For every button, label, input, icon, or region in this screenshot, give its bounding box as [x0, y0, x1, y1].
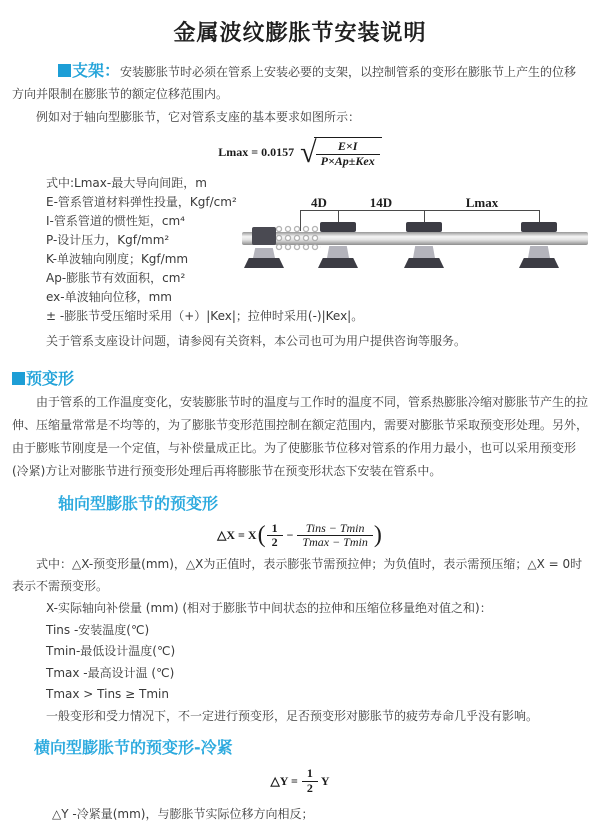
lmax-formula-fraction	[316, 140, 380, 169]
close-paren: )	[373, 522, 382, 549]
pipe-support-diagram	[242, 192, 592, 292]
lmax-formula-lhs: Lmax = 0.0157	[218, 145, 295, 160]
temperature-fraction: $\frac{\text{Tins − Tmin}}{Tmax - Tmin}$	[297, 522, 372, 551]
axial-predeform-heading: 轴向型膨胀节的预变形	[58, 493, 219, 513]
formula-rhs: Y	[320, 773, 330, 788]
open-paren: (	[257, 522, 266, 549]
lateral-formula-note: △Y -冷紧量(mm)，与膨胀节实际位移方向相反；	[52, 806, 314, 821]
dimension-label-lmax: Lmax	[465, 195, 499, 210]
support-section-heading: 支架：	[72, 61, 121, 80]
sqrt-radical	[300, 137, 382, 169]
pipe-support-icon	[517, 222, 561, 272]
axial-predeform-formula	[12, 522, 588, 551]
dimension-label-14d: 14D	[369, 195, 393, 210]
support-example-line: 例如对于轴向型膨胀节，它对管系支座的基本要求如图所示：	[36, 110, 361, 124]
pipe-support-icon	[402, 222, 446, 272]
definition-line: ex-单波轴向位移，mm	[46, 289, 172, 304]
pipe-support-icon	[316, 222, 360, 272]
formula-lhs: △X = X	[217, 528, 257, 543]
lmax-formula	[12, 137, 588, 169]
parameter-line: Tins -安装温度(℃)	[46, 622, 150, 637]
radical-sign-icon: √	[300, 136, 317, 170]
support-intro-text: 安装膨胀节时必须在管系上安装必要的支架，以控制管系的变形在膨胀节上产生的位移方向并限制在膨胀节的额定位移范围内。	[12, 65, 577, 101]
section-marker-icon	[12, 372, 25, 385]
one-half-fraction: $\frac{1}{2}$	[267, 522, 283, 551]
parameter-line: Tmax -最高设计温 (℃)	[46, 665, 175, 680]
predeform-section-heading: 预变形	[12, 366, 588, 389]
one-half-fraction: $\frac{1}{2}$	[302, 767, 318, 796]
definition-line: Ap-膨胀节有效面积，cm²	[46, 270, 186, 285]
parameter-line: Tmin-最低设计温度(℃)	[46, 644, 176, 659]
definition-line: ± -膨胀节受压缩时采用（+）|Kex|；拉伸时采用(-)|Kex|。	[46, 308, 364, 323]
dimension-line	[300, 210, 540, 211]
section-marker-icon	[58, 64, 71, 77]
lateral-predeform-heading: 横向型膨胀节的预变形-冷紧	[34, 738, 233, 758]
parameter-line: X-实际轴向补偿量 (mm) (相对于膨胀节中间状态的拉伸和压缩位移量绝对值之和)：	[46, 601, 492, 616]
parameter-line: Tmax > Tins ≥ Tmin	[46, 687, 169, 702]
definition-line: E-管系管道材料弹性投量，Kgf/cm²	[46, 194, 237, 209]
fraction-denominator: P×Ap±Kex	[316, 154, 380, 169]
axial-formula-explanation: 式中：△X-预变形量(mm)，△X为正值时，表示膨张节需预拉伸；为负值时，表示需预压缩；△X = 0时表示不需预变形。	[12, 557, 583, 594]
definition-line: K-单波轴向刚度；Kgf/mm	[46, 251, 189, 266]
lateral-predeform-formula	[12, 767, 588, 796]
formula-lhs: △Y =	[270, 773, 298, 788]
definition-line: I-管系管道的惯性矩，cm⁴	[46, 213, 185, 228]
dimension-label-4d: 4D	[311, 195, 327, 210]
fraction-numerator: E×I	[337, 139, 358, 153]
minus-sign: −	[286, 528, 294, 543]
axial-parameter-lines	[46, 598, 588, 727]
predeform-body-paragraph: 由于管系的工作温度变化，安装膨胀节时的温度与工作时的温度不同，管系热膨胀冷缩对膨胀节产生的拉伸、压缩量常常是不均等的，为了膨胀节变形范围控制在额定范围内，需要对膨胀节采取预变形处理。另外，由于膨账节刚度是一个定值，与补偿量成正比。为了使膨胀节位移对管系的作用力最小，也可以采用预变形(冷紧)方让对膨胀节进行预变形处理后再将膨胀节在预变形状态下安装在管系中。	[12, 394, 589, 478]
definition-line: 式中:Lmax-最大导向间距，m	[46, 175, 207, 190]
fixed-anchor-icon	[244, 222, 284, 278]
definition-line: P-设计压力，Kgf/mm²	[46, 232, 170, 247]
parameter-line: 一般变形和受力情况下，不一定进行预变形，足否预变形对膨胀节的疲劳寿命几乎没有影响。	[46, 708, 539, 723]
support-intro-paragraph	[12, 60, 588, 105]
page-title: 金属波纹膨胀节安装说明	[173, 21, 427, 46]
support-closing-line: 关于管系支座设计问题，请参阅有关资料，本公司也可为用户提供咨询等服务。	[46, 333, 467, 348]
